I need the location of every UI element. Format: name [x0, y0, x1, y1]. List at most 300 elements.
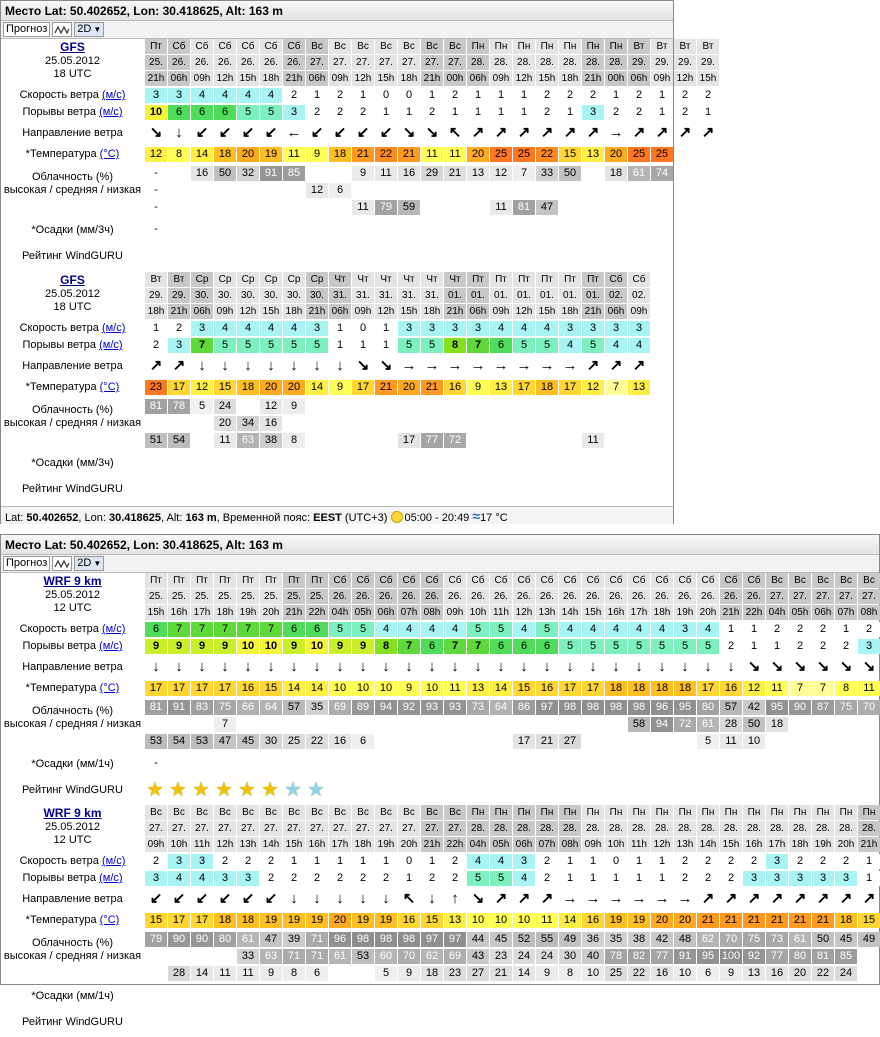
unit-ms-link[interactable]: (м/с)	[101, 623, 126, 635]
wind-speed-cell: 1	[329, 321, 351, 336]
cloud-mid-cell: -	[154, 184, 158, 196]
cloud-high-cell: 50	[214, 166, 236, 181]
footer-lat-label: Lat:	[5, 512, 27, 524]
cloud-mid-cell	[536, 717, 558, 732]
header-day: Пт	[582, 272, 604, 287]
wind-gust-cell: 4	[513, 871, 535, 886]
label-wind-dir-text	[22, 893, 123, 906]
wind-direction-arrow-icon: →	[539, 357, 555, 374]
wind-direction-arrow-icon: →	[470, 357, 486, 374]
temperature-cell: 15	[421, 913, 443, 928]
wind-gust-cell: 2	[306, 105, 328, 120]
wind-direction-arrow-icon: ↓	[198, 658, 206, 675]
model-link[interactable]: WRF 9 km	[43, 574, 102, 588]
header-date: 28.	[582, 821, 604, 836]
wind-direction-arrow-icon: ↓	[152, 658, 160, 675]
cloud-high-cell: 38	[628, 932, 650, 947]
label-wind-gust-text	[22, 640, 122, 653]
wind-direction-arrow-icon: ↗	[770, 890, 784, 907]
header-date: 28.	[743, 821, 765, 836]
header-day: Вс	[191, 805, 213, 820]
header-hour: 18h	[789, 837, 811, 852]
cloud-high-cell: 74	[651, 166, 673, 181]
cloud-high-cell: 61	[628, 166, 650, 181]
cloud-high-cell: 35	[605, 932, 627, 947]
temperature-cell: 20	[398, 380, 420, 395]
cloud-low-cell: 14	[191, 966, 213, 981]
header-hour: 17h	[766, 837, 788, 852]
cloud-high-cell: 18	[605, 166, 627, 181]
header-day: Вс	[421, 39, 443, 54]
precip-cell	[260, 988, 282, 1003]
cloud-low-cell: 8	[283, 966, 305, 981]
precip-cell	[283, 455, 305, 470]
cloud-high-cell: 86	[513, 700, 535, 715]
model-run: 12 UTC	[53, 834, 92, 846]
header-day: Пн	[720, 805, 742, 820]
tab-forecast[interactable]: Прогноз	[3, 22, 50, 37]
cloud-high-cell: 5	[191, 399, 213, 414]
cloud-mid-cell	[168, 183, 190, 198]
label-rating	[1, 775, 144, 805]
precip-cell	[812, 756, 834, 771]
cloud-high-cell	[444, 399, 466, 414]
wind-direction-arrow-icon: ↓	[175, 658, 183, 675]
wind-direction-arrow-icon: →	[424, 357, 440, 374]
precip-label: *Осадки (мм/3ч)	[31, 456, 114, 469]
label-wind-gust-text	[22, 339, 122, 352]
wind-gust-cell: 1	[467, 105, 489, 120]
header-hour: 04h	[766, 605, 788, 620]
wind-direction-arrow-icon: ↓	[497, 658, 505, 675]
cloud-mid-cell	[398, 416, 420, 431]
rating-label: Рейтинг WindGURU	[22, 482, 123, 495]
wind-gust-cell: 2	[835, 639, 857, 654]
header-date: 31.	[352, 288, 374, 303]
temperature-cell: 11	[444, 147, 466, 162]
wind-speed-cell: 4	[651, 622, 673, 637]
header-day: Вс	[237, 805, 259, 820]
cloud-high-cell	[490, 399, 512, 414]
cloud-low-cell: 16	[329, 734, 351, 749]
cloud-low-cell: 51	[145, 433, 167, 448]
temperature-cell: 14	[490, 681, 512, 696]
unit-ms-link[interactable]: (м/с)	[99, 640, 123, 652]
wind-speed-cell: 1	[283, 854, 305, 869]
rating-label: Рейтинг WindGURU	[22, 1015, 123, 1028]
label-temperature	[1, 679, 144, 698]
header-hour: 10h	[605, 837, 627, 852]
temperature-cell	[674, 147, 696, 162]
wind-direction-arrow-icon: ↙	[264, 890, 278, 907]
precip-cell	[375, 988, 397, 1003]
header-day: Сб	[283, 39, 305, 54]
model-link[interactable]: GFS	[60, 273, 85, 287]
wind-gust-cell: 4	[191, 871, 213, 886]
precip-cell	[490, 222, 512, 237]
cloud-low-cell: 11	[237, 966, 259, 981]
cloud-low-cell	[628, 433, 650, 448]
cloud-high-cell	[306, 399, 328, 414]
header-day: Сб	[421, 573, 443, 588]
header-date: 28.	[490, 55, 512, 70]
temperature-cell: 15	[145, 913, 167, 928]
cloud-low-cell: 21	[490, 966, 512, 981]
wind-speed-cell: 4	[214, 321, 236, 336]
cloud-high-cell: 36	[582, 932, 604, 947]
cloud-high-cell: 13	[467, 166, 489, 181]
wind-direction-arrow-icon: ↓	[451, 658, 459, 675]
wind-direction-arrow-icon: ↗	[540, 890, 554, 907]
model-link[interactable]: GFS	[60, 40, 85, 54]
wind-gust-cell: 5	[674, 639, 696, 654]
header-day: Пн	[674, 805, 696, 820]
wind-gust-cell: 2	[352, 871, 374, 886]
cloud-mid-cell	[375, 717, 397, 732]
temperature-cell: 7	[812, 681, 834, 696]
header-hour: 21h	[306, 304, 328, 319]
header-date: 28.	[720, 821, 742, 836]
unit-ms-link[interactable]: (м/с)	[101, 89, 126, 101]
cloud-high-cell: 94	[375, 700, 397, 715]
header-date: 27.	[329, 55, 351, 70]
header-day: Сб	[536, 573, 558, 588]
cloud-low-cell: 13	[743, 966, 765, 981]
wind-speed-cell: 1	[743, 622, 765, 637]
wind-direction-arrow-icon: ↘	[816, 658, 830, 675]
wind-speed-cell: 1	[375, 854, 397, 869]
header-hour: 21h	[168, 304, 190, 319]
header-hour: 18h	[398, 71, 420, 86]
wind-gust-cell: 3	[145, 871, 167, 886]
header-day: Пт	[513, 272, 535, 287]
wind-gust-cell: 2	[306, 871, 328, 886]
header-hour: 16h	[743, 837, 765, 852]
temperature-cell: 14	[306, 681, 328, 696]
chevron-down-icon: ▼	[93, 559, 102, 568]
header-day: Сб	[398, 573, 420, 588]
header-day: Сб	[582, 573, 604, 588]
header-hour: 14h	[559, 605, 581, 620]
label-wind-dir	[1, 655, 144, 679]
wind-direction-arrow-icon: ↓	[428, 658, 436, 675]
cloud-high-cell: 61	[789, 932, 811, 947]
temperature-cell: 16	[237, 681, 259, 696]
cloud-mid-cell	[191, 949, 213, 964]
cloud-low-cell: 10	[674, 966, 696, 981]
cloud-high-cell: 24	[214, 399, 236, 414]
wind-speed-cell: 2	[582, 88, 604, 103]
precip-cell	[260, 222, 282, 237]
temperature-cell: 23	[145, 380, 167, 395]
wind-speed-cell: 1	[720, 622, 742, 637]
tab-2d[interactable]	[74, 556, 104, 571]
cloud-low-cell	[214, 200, 236, 215]
precip-cell	[329, 455, 351, 470]
header-hour: 21h	[283, 71, 305, 86]
wind-direction-arrow-icon: ↗	[609, 357, 623, 374]
wind-speed-cell: 2	[674, 88, 696, 103]
wind-gust-cell: 1	[559, 105, 581, 120]
header-day: Вс	[260, 805, 282, 820]
cloud-low-cell	[145, 966, 167, 981]
cloud-mid-cell	[398, 717, 420, 732]
tab-forecast[interactable]: Прогноз	[3, 556, 50, 571]
wind-gust-cell: 2	[789, 639, 811, 654]
wind-speed-cell: 7	[214, 622, 236, 637]
header-date: 26.	[651, 589, 673, 604]
temperature-cell: 25	[513, 147, 535, 162]
wind-speed-cell: 1	[582, 854, 604, 869]
model-link[interactable]: WRF 9 km	[43, 806, 102, 820]
precip-cell	[306, 455, 328, 470]
wind-direction-arrow-icon: ↗	[517, 890, 531, 907]
header-date: 29.	[674, 55, 696, 70]
header-hour: 09h	[582, 837, 604, 852]
wind-speed-cell: 5	[467, 622, 489, 637]
header-day: Чт	[352, 272, 374, 287]
cloud-high-cell	[628, 399, 650, 414]
cloud-mid-cell	[306, 717, 328, 732]
cloud-low-cell: -	[154, 201, 158, 213]
header-date: 30.	[191, 288, 213, 303]
wind-direction-arrow-icon: ↓	[221, 658, 229, 675]
wind-gust-cell: 1	[398, 105, 420, 120]
cloud-low-cell: 25	[283, 734, 305, 749]
wind-speed-cell: 0	[398, 88, 420, 103]
precip-cell	[628, 988, 650, 1003]
wind-speed-cell: 3	[168, 88, 190, 103]
graph-icon[interactable]	[52, 556, 72, 571]
header-day: Пт	[145, 39, 167, 54]
cloud-mid-cell: 61	[329, 949, 351, 964]
temperature-cell: 20	[674, 913, 696, 928]
cloud-high-cell: 95	[674, 700, 696, 715]
wind-speed-cell: 2	[720, 854, 742, 869]
wind-speed-label: Скорость ветра	[19, 855, 99, 867]
cloud-mid-cell	[651, 183, 673, 198]
wind-speed-cell: 2	[789, 622, 811, 637]
cloud-mid-cell: 91	[674, 949, 696, 964]
wind-direction-arrow-icon: ↙	[195, 890, 209, 907]
wind-gust-cell: 5	[260, 338, 282, 353]
wind-direction-arrow-icon: ↙	[264, 124, 278, 141]
wind-gust-cell: 3	[582, 105, 604, 120]
wind-speed-cell: 4	[237, 321, 259, 336]
header-hour: 19h	[237, 605, 259, 620]
wind-direction-arrow-icon: ↓	[405, 658, 413, 675]
wind-direction-arrow-icon: ↗	[586, 357, 600, 374]
header-hour: 21h	[720, 605, 742, 620]
wind-gust-cell: 2	[674, 105, 696, 120]
wind-gust-cell: 2	[352, 105, 374, 120]
footer-water-temp: 17 °C	[480, 512, 508, 524]
wind-direction-arrow-icon: ↙	[241, 890, 255, 907]
header-day: Ср	[306, 272, 328, 287]
wind-direction-arrow-icon: ↙	[333, 124, 347, 141]
label-precip	[1, 985, 144, 1007]
temperature-cell: 22	[375, 147, 397, 162]
header-day: Пн	[513, 805, 535, 820]
cloud-low-cell	[490, 433, 512, 448]
header-day: Вс	[329, 39, 351, 54]
header-date: 26.	[444, 589, 466, 604]
wind-gust-cell: 3	[766, 871, 788, 886]
temperature-cell: 21	[697, 913, 719, 928]
label-wind-speed	[1, 621, 144, 638]
unit-ms-link[interactable]: (м/с)	[101, 322, 126, 334]
header-date: 26.	[283, 55, 305, 70]
wind-direction-arrow-icon: ↗	[839, 890, 853, 907]
cloud-high-cell: 89	[352, 700, 374, 715]
unit-c-link[interactable]: (°C)	[99, 682, 120, 694]
model-run: 12 UTC	[53, 602, 92, 614]
header-hour: 18h	[421, 304, 443, 319]
header-date: 28.	[536, 55, 558, 70]
header-date: 27.	[766, 589, 788, 604]
header-day: Пн	[513, 39, 535, 54]
wind-direction-arrow-icon: ↗	[172, 357, 186, 374]
cloud-high-cell: 32	[237, 166, 259, 181]
unit-ms-link[interactable]: (м/с)	[99, 339, 123, 351]
cloud-low-cell: 14	[513, 966, 535, 981]
header-date: 27.	[789, 589, 811, 604]
wind-speed-cell: 2	[444, 854, 466, 869]
wind-speed-cell: 3	[559, 321, 581, 336]
wind-gust-cell: 5	[559, 639, 581, 654]
cloud-high-cell: 87	[812, 700, 834, 715]
header-date: 30.	[237, 288, 259, 303]
temperature-cell: 17	[191, 913, 213, 928]
temperature-cell: 17	[145, 681, 167, 696]
header-date: 27.	[835, 589, 857, 604]
forecast-tabs	[1, 555, 879, 573]
header-date: 29.	[628, 55, 650, 70]
precip-cell	[674, 222, 696, 237]
cloud-mid-cell	[444, 717, 466, 732]
header-day: Сб	[260, 39, 282, 54]
wind-speed-cell: 2	[858, 622, 880, 637]
wind-gust-cell: 1	[651, 105, 673, 120]
header-hour: 22h	[444, 837, 466, 852]
header-date: 01.	[582, 288, 604, 303]
wind-direction-arrow-icon: →	[493, 357, 509, 374]
wind-direction-arrow-icon: ↘	[356, 357, 370, 374]
header-day: Сб	[513, 573, 535, 588]
wind-speed-cell: 0	[352, 321, 374, 336]
header-day: Чт	[329, 272, 351, 287]
wind-gust-cell: 10	[237, 639, 259, 654]
wind-gust-label: Порывы ветра	[22, 339, 97, 351]
unit-ms-link[interactable]: (м/с)	[99, 106, 123, 118]
wind-direction-arrow-icon: ↘	[471, 890, 485, 907]
unit-ms-link[interactable]: (м/с)	[99, 872, 123, 884]
tab-2d[interactable]	[74, 22, 104, 37]
cloud-mid-cell	[582, 717, 604, 732]
cloud-mid-cell: 77	[766, 949, 788, 964]
cloud-low-cell: 25	[605, 966, 627, 981]
header-day: Пт	[536, 272, 558, 287]
wind-direction-arrow-icon: ↗	[678, 124, 692, 141]
header-date: 26.	[352, 589, 374, 604]
cloud-low-cell	[858, 966, 880, 981]
cloud-mid-cell: 24	[513, 949, 535, 964]
cloud-high-cell: 42	[651, 932, 673, 947]
temperature-cell: 25	[490, 147, 512, 162]
header-hour: 06h	[306, 71, 328, 86]
cloud-low-cell: 47	[536, 200, 558, 215]
header-day: Сб	[628, 573, 650, 588]
header-date: 27.	[168, 821, 190, 836]
temperature-cell: 14	[283, 681, 305, 696]
header-day: Вс	[444, 805, 466, 820]
header-hour: 13h	[674, 837, 696, 852]
temperature-cell: 18	[651, 681, 673, 696]
graph-icon[interactable]	[52, 22, 72, 37]
cloud-mid-cell: 50	[743, 717, 765, 732]
cloud-low-cell: 18	[421, 966, 443, 981]
header-date: 26.	[536, 589, 558, 604]
location-title: Место Lat: 50.402652, Lon: 30.418625, Alt: 163 m	[1, 1, 673, 21]
wind-gust-cell: 5	[628, 639, 650, 654]
header-day: Пн	[582, 805, 604, 820]
temperature-cell: 14	[306, 380, 328, 395]
wind-direction-arrow-icon: ↙	[172, 890, 186, 907]
cloud-mid-cell	[237, 183, 259, 198]
cloud-mid-cell: 78	[605, 949, 627, 964]
cloud-high-cell: 50	[559, 166, 581, 181]
precip-cell	[467, 988, 489, 1003]
label-wind-gust-text	[22, 106, 122, 119]
temperature-cell: 21	[398, 147, 420, 162]
wind-gust-cell: 1	[766, 639, 788, 654]
temperature-cell: 19	[260, 913, 282, 928]
wind-direction-arrow-icon: ↘	[379, 357, 393, 374]
header-day: Сб	[490, 573, 512, 588]
wind-speed-cell: 2	[168, 321, 190, 336]
header-date: 28.	[582, 55, 604, 70]
header-hour: 20h	[260, 605, 282, 620]
cloud-sub-label: высокая / средняя / низкая	[3, 184, 142, 196]
header-hour: 10h	[467, 605, 489, 620]
wind-speed-cell: 1	[651, 854, 673, 869]
header-date: 27.	[858, 589, 880, 604]
temperature-cell: 18	[214, 913, 236, 928]
cloud-mid-cell	[490, 717, 512, 732]
precip-cell	[490, 988, 512, 1003]
unit-ms-link[interactable]: (м/с)	[101, 855, 126, 867]
header-date: 28.	[628, 821, 650, 836]
cloud-mid-cell	[329, 416, 351, 431]
header-day: Пт	[306, 573, 328, 588]
wind-direction-arrow-icon: ↓	[543, 658, 551, 675]
unit-c-link[interactable]: (°C)	[99, 381, 120, 393]
precip-cell	[605, 988, 627, 1003]
temperature-cell: 21	[375, 380, 397, 395]
header-hour: 12h	[352, 71, 374, 86]
label-cloud	[1, 397, 144, 437]
unit-c-link[interactable]: (°C)	[99, 914, 120, 926]
unit-c-link[interactable]: (°C)	[99, 148, 120, 160]
cloud-mid-cell: 63	[260, 949, 282, 964]
precip-cell	[743, 756, 765, 771]
cloud-label: Облачность (%)	[31, 171, 113, 183]
wind-gust-label: Порывы ветра	[22, 640, 97, 652]
wind-direction-arrow-icon: ↗	[540, 124, 554, 141]
cloud-mid-cell: 7	[214, 717, 236, 732]
temperature-label: *Температура	[25, 682, 97, 694]
cloud-low-cell	[628, 734, 650, 749]
